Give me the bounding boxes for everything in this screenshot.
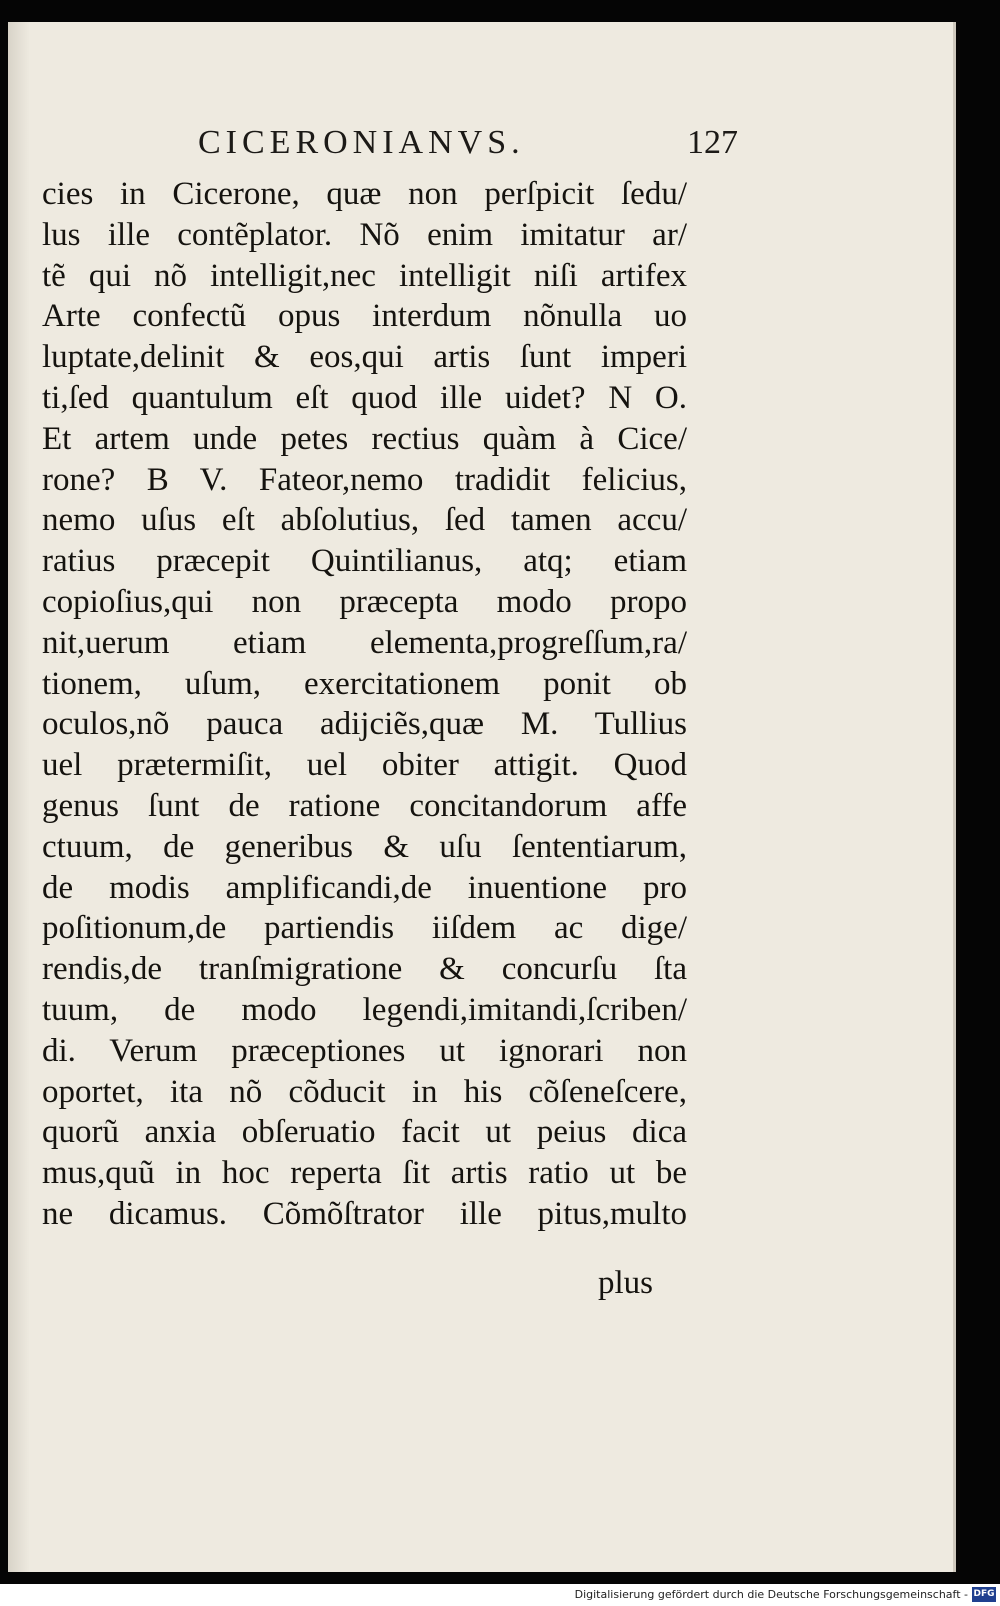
text-line: lus ille contẽplator. Nõ enim imitatur ar/ (42, 216, 687, 253)
dfg-logo: DFG (972, 1587, 996, 1602)
book-page (8, 22, 956, 1572)
text-line: ne dicamus. Cõmõſtrator ille pitus,multo (42, 1195, 687, 1232)
text-line: uel prætermiſit, uel obiter attigit. Quod (42, 747, 687, 784)
text-line: ctuum, de generibus & uſu ſententiarum, (42, 828, 687, 865)
page-number: 127 (687, 124, 738, 161)
text-line: tionem, uſum, exercitationem ponit ob (42, 665, 687, 702)
text-line: Arte confectũ opus interdum nõnulla uo (42, 298, 687, 335)
text-line: genus ſunt de ratione concitandorum affe (42, 787, 687, 824)
text-line: tẽ qui nõ intelligit,nec intelligit niſi artifex (42, 257, 687, 294)
text-line: di. Verum præceptiones ut ignorari non (42, 1032, 687, 1069)
digitization-credit-bar (0, 1584, 1000, 1606)
running-title: CICERONIANVS. (198, 124, 525, 161)
text-line: luptate,delinit & eos,qui artis ſunt imperi (42, 339, 687, 376)
text-line: mus,quũ in hoc reperta ſit artis ratio ut be (42, 1155, 687, 1192)
running-head (198, 114, 758, 174)
catchword: plus (598, 1265, 654, 1301)
text-line: nit,uerum etiam elementa,progreſſum,ra/ (42, 624, 687, 661)
text-line: rendis,de tranſmigratione & concurſu ſta (42, 951, 687, 988)
text-line: oportet, ita nõ cõducit in his cõſeneſcere, (42, 1073, 687, 1110)
text-line: cies in Cicerone, quæ non perſpicit ſedu/ (42, 176, 687, 212)
text-block (42, 174, 687, 1235)
text-line: copioſius,qui non præcepta modo propo (42, 583, 687, 620)
text-line: oculos,nõ pauca adijciẽs,quæ M. Tullius (42, 706, 687, 743)
text-line: quorũ anxia obſeruatio facit ut peius dica (42, 1114, 687, 1151)
text-line: de modis amplificandi,de inuentione pro (42, 869, 687, 906)
digitization-credit: Digitalisierung gefördert durch die Deutsche Forschungsgemeinschaft - (574, 1588, 968, 1601)
text-line: ti,ſed quantulum eſt quod ille uidet? N O. (42, 379, 687, 416)
text-line: rone? B V. Fateor,nemo tradidit felicius, (42, 461, 687, 498)
text-line: nemo uſus eſt abſolutius, ſed tamen accu/ (42, 502, 687, 539)
text-line: poſitionum,de partiendis iiſdem ac dige/ (42, 910, 687, 947)
text-line: ratius præcepit Quintilianus, atq; etiam (42, 543, 687, 580)
text-line: Et artem unde petes rectius quàm à Cice/ (42, 420, 687, 457)
text-line: tuum, de modo legendi,imitandi,ſcriben/ (42, 991, 687, 1028)
